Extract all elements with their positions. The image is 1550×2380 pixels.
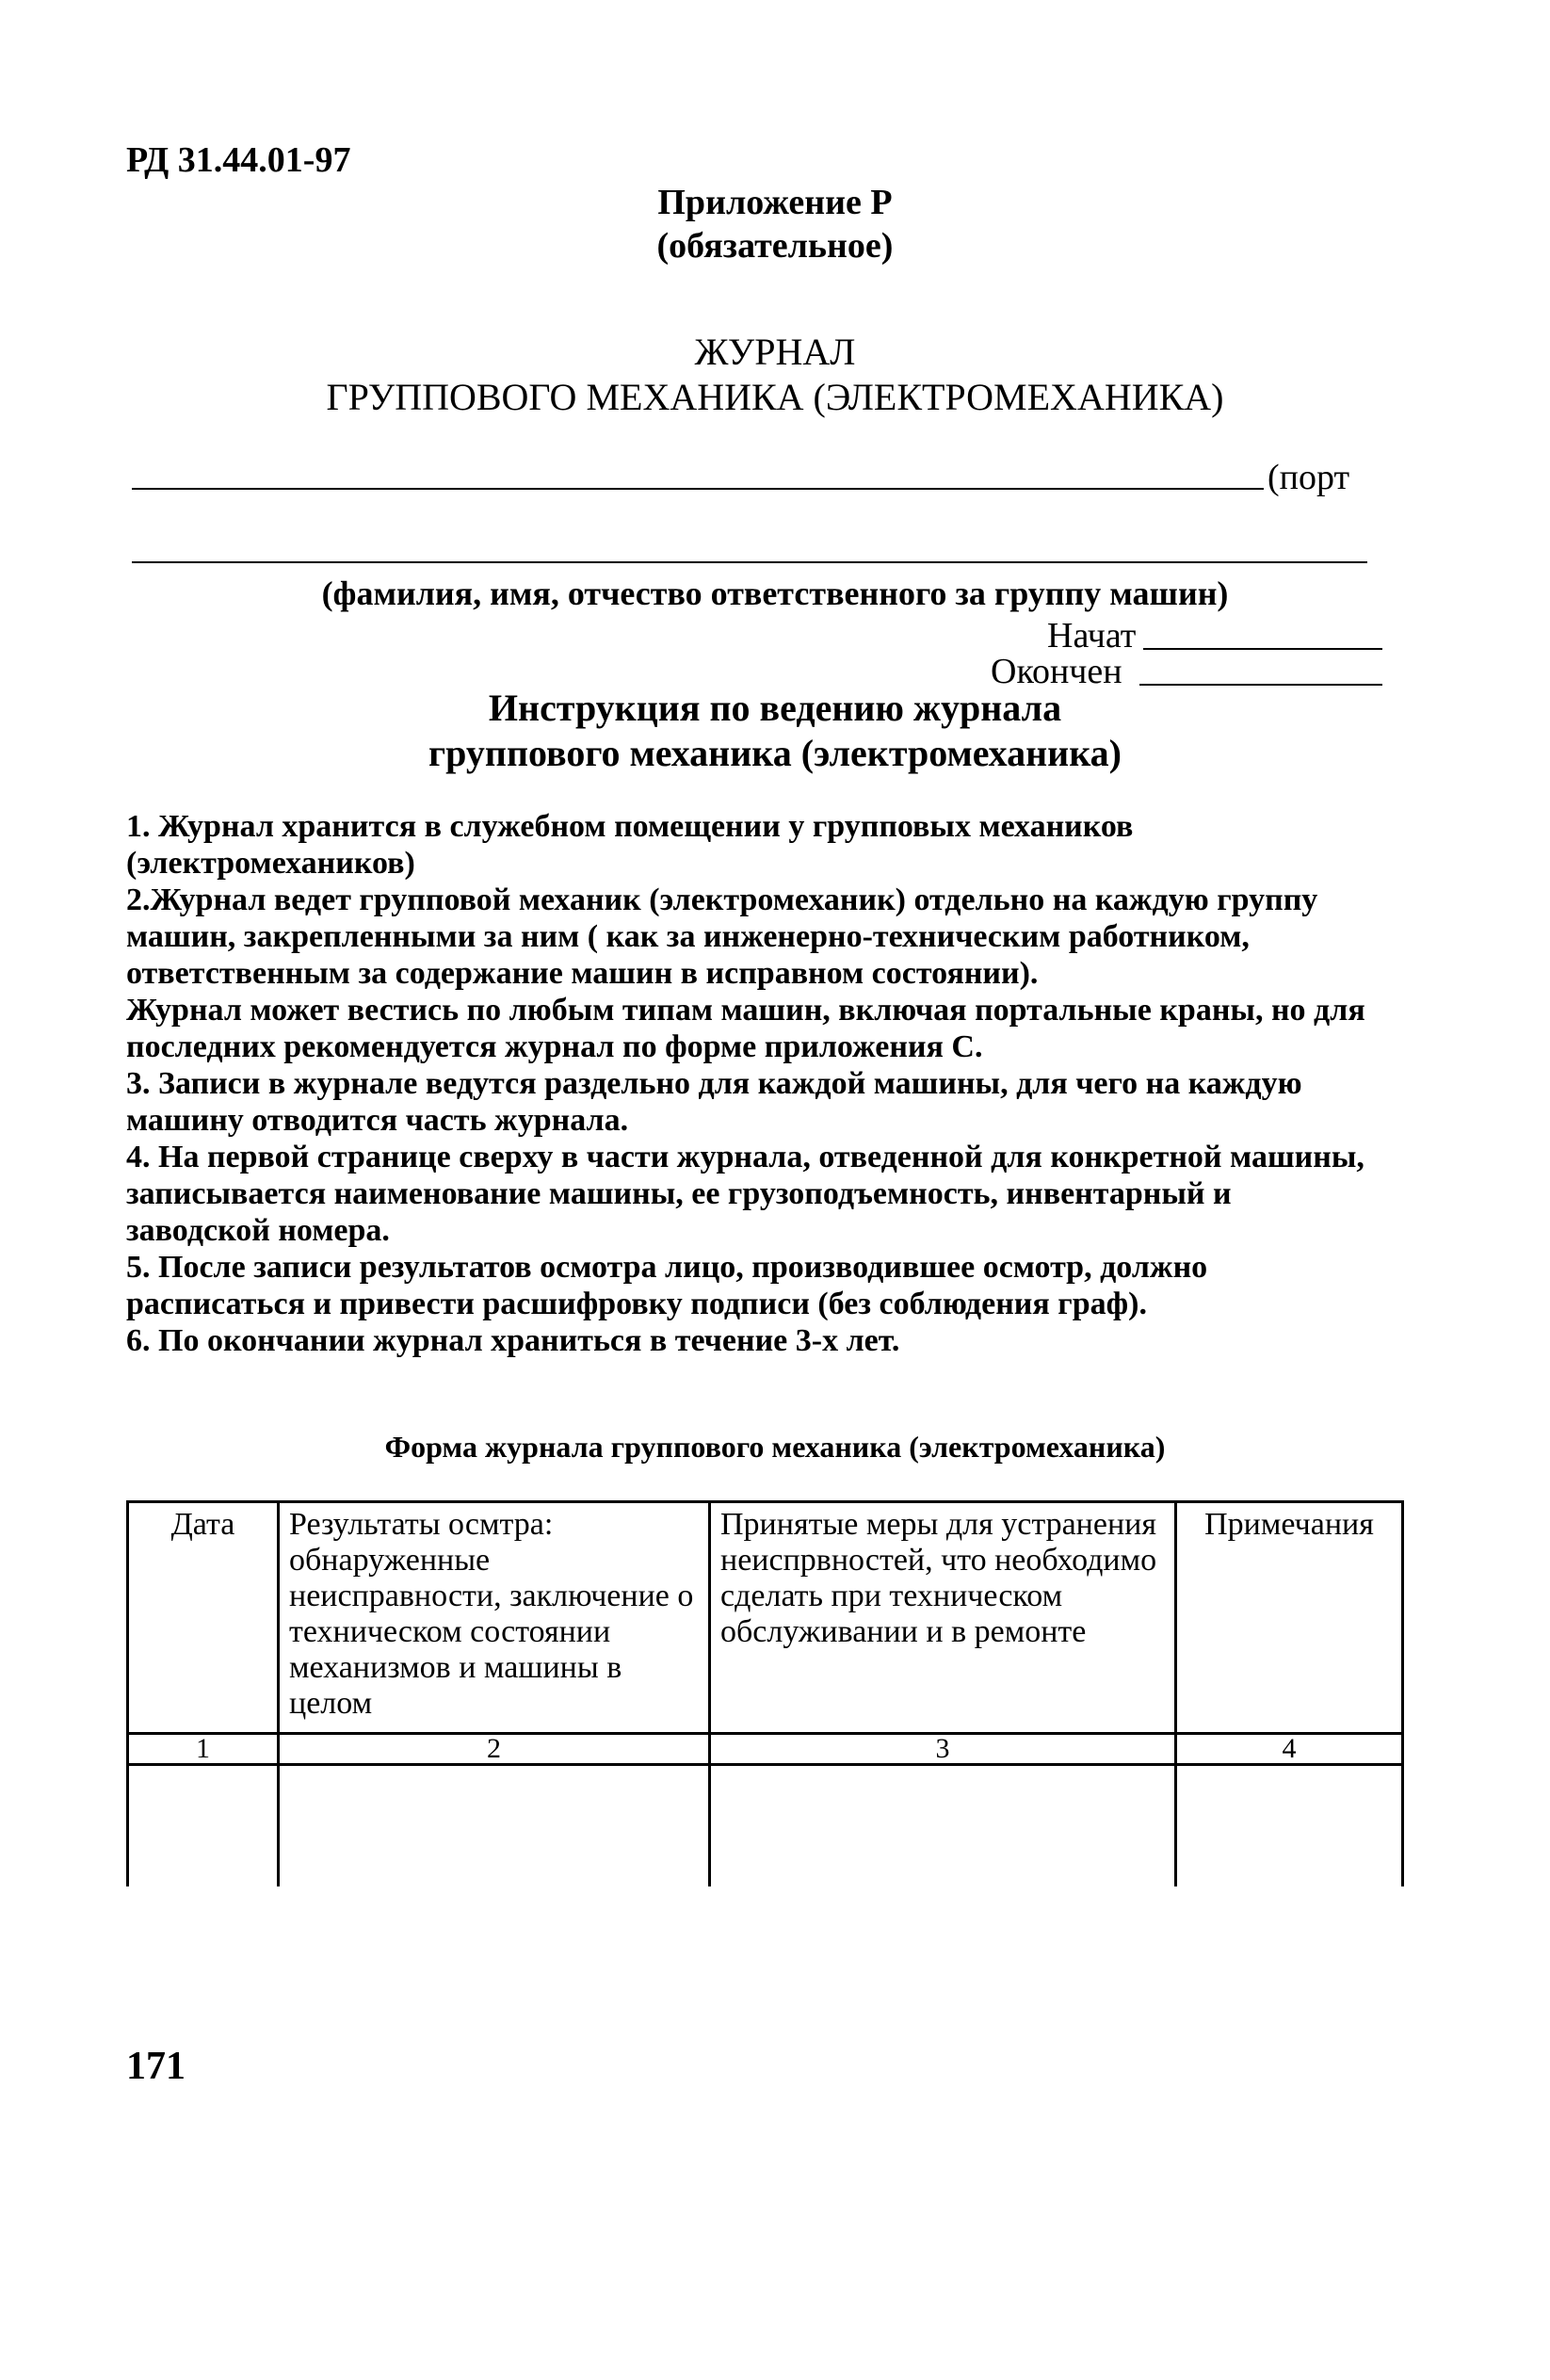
appendix-title: Приложение Р xyxy=(657,183,893,222)
instruction-item: 6. По окончании журнал храниться в течение 3-х лет. xyxy=(126,1323,900,1358)
table-cell xyxy=(710,1765,1176,1887)
appendix-subtitle: (обязательное) xyxy=(656,226,894,266)
instructions-title-line2: группового механика (электромеханика) xyxy=(428,732,1122,774)
document-code: РД 31.44.01-97 xyxy=(126,140,351,180)
instructions-title-line1: Инструкция по ведению журнала xyxy=(488,687,1062,729)
column-number: 2 xyxy=(279,1734,710,1765)
table-header-row xyxy=(128,1502,1403,1734)
journal-form-table xyxy=(126,1500,1401,1886)
column-number: 4 xyxy=(1176,1734,1403,1765)
journal-title-line1: ЖУРНАЛ xyxy=(694,331,856,373)
table-cell xyxy=(1176,1765,1403,1887)
instruction-item: 2.Журнал ведет групповой механик (электромеханик) отдельно на каждую группу машин, закрепленными за ним ( как за инженерно-техническим работником, ответственным за содержание машин в исправном состоянии). xyxy=(126,882,1318,991)
column-number: 3 xyxy=(710,1734,1176,1765)
ended-label: Окончен xyxy=(991,652,1122,691)
table-cell xyxy=(279,1765,710,1887)
column-number: 1 xyxy=(128,1734,279,1765)
instruction-item: 4. На первой странице сверху в части журнала, отведенной для конкретной машины, записывается наименование машины, ее грузоподъемность, инвентарный и заводской номера. xyxy=(126,1140,1364,1248)
instruction-item: Журнал может вестись по любым типам машин, включая портальные краны, но для последних рекомендуется журнал по форме приложения С. xyxy=(126,993,1365,1064)
instruction-item: 1. Журнал хранится в служебном помещении у групповых механиков (электромехаников) xyxy=(126,809,1134,881)
instruction-item: 3. Записи в журнале ведутся раздельно для каждой машины, для чего на каждую машину отводится часть журнала. xyxy=(126,1066,1302,1138)
table-row xyxy=(128,1765,1403,1887)
journal-title-line2: ГРУППОВОГО МЕХАНИКА (ЭЛЕКТРОМЕХАНИКА) xyxy=(326,376,1224,418)
responsible-field-line xyxy=(132,561,1367,563)
header-notes: Примечания xyxy=(1176,1502,1403,1734)
started-field-line xyxy=(1143,648,1382,650)
page-number: 171 xyxy=(126,2045,186,2088)
header-date: Дата xyxy=(128,1502,279,1734)
responsible-caption: (фамилия, имя, отчество ответственного за группу машин) xyxy=(321,575,1229,612)
header-measures-taken: Принятые меры для устранения неиспрвностей, что необходимо сделать при техническом обслуживании и в ремонте xyxy=(710,1502,1176,1734)
port-label: (порт xyxy=(1267,458,1350,497)
started-label: Начат xyxy=(1047,616,1137,656)
instruction-item: 5. После записи результатов осмотра лицо, производившее осмотр, должно расписаться и привести расшифровку подписи (без соблюдения граф). xyxy=(126,1250,1208,1321)
instructions-list xyxy=(126,808,1365,1359)
header-inspection-results: Результаты осмтра: обнаруженные неисправности, заключение о техническом состоянии механизмов и машины в целом xyxy=(279,1502,710,1734)
column-number-row xyxy=(128,1734,1403,1765)
form-title: Форма журнала группового механика (электромеханика) xyxy=(384,1430,1166,1464)
port-field-line xyxy=(132,488,1264,490)
table-cell xyxy=(128,1765,279,1887)
